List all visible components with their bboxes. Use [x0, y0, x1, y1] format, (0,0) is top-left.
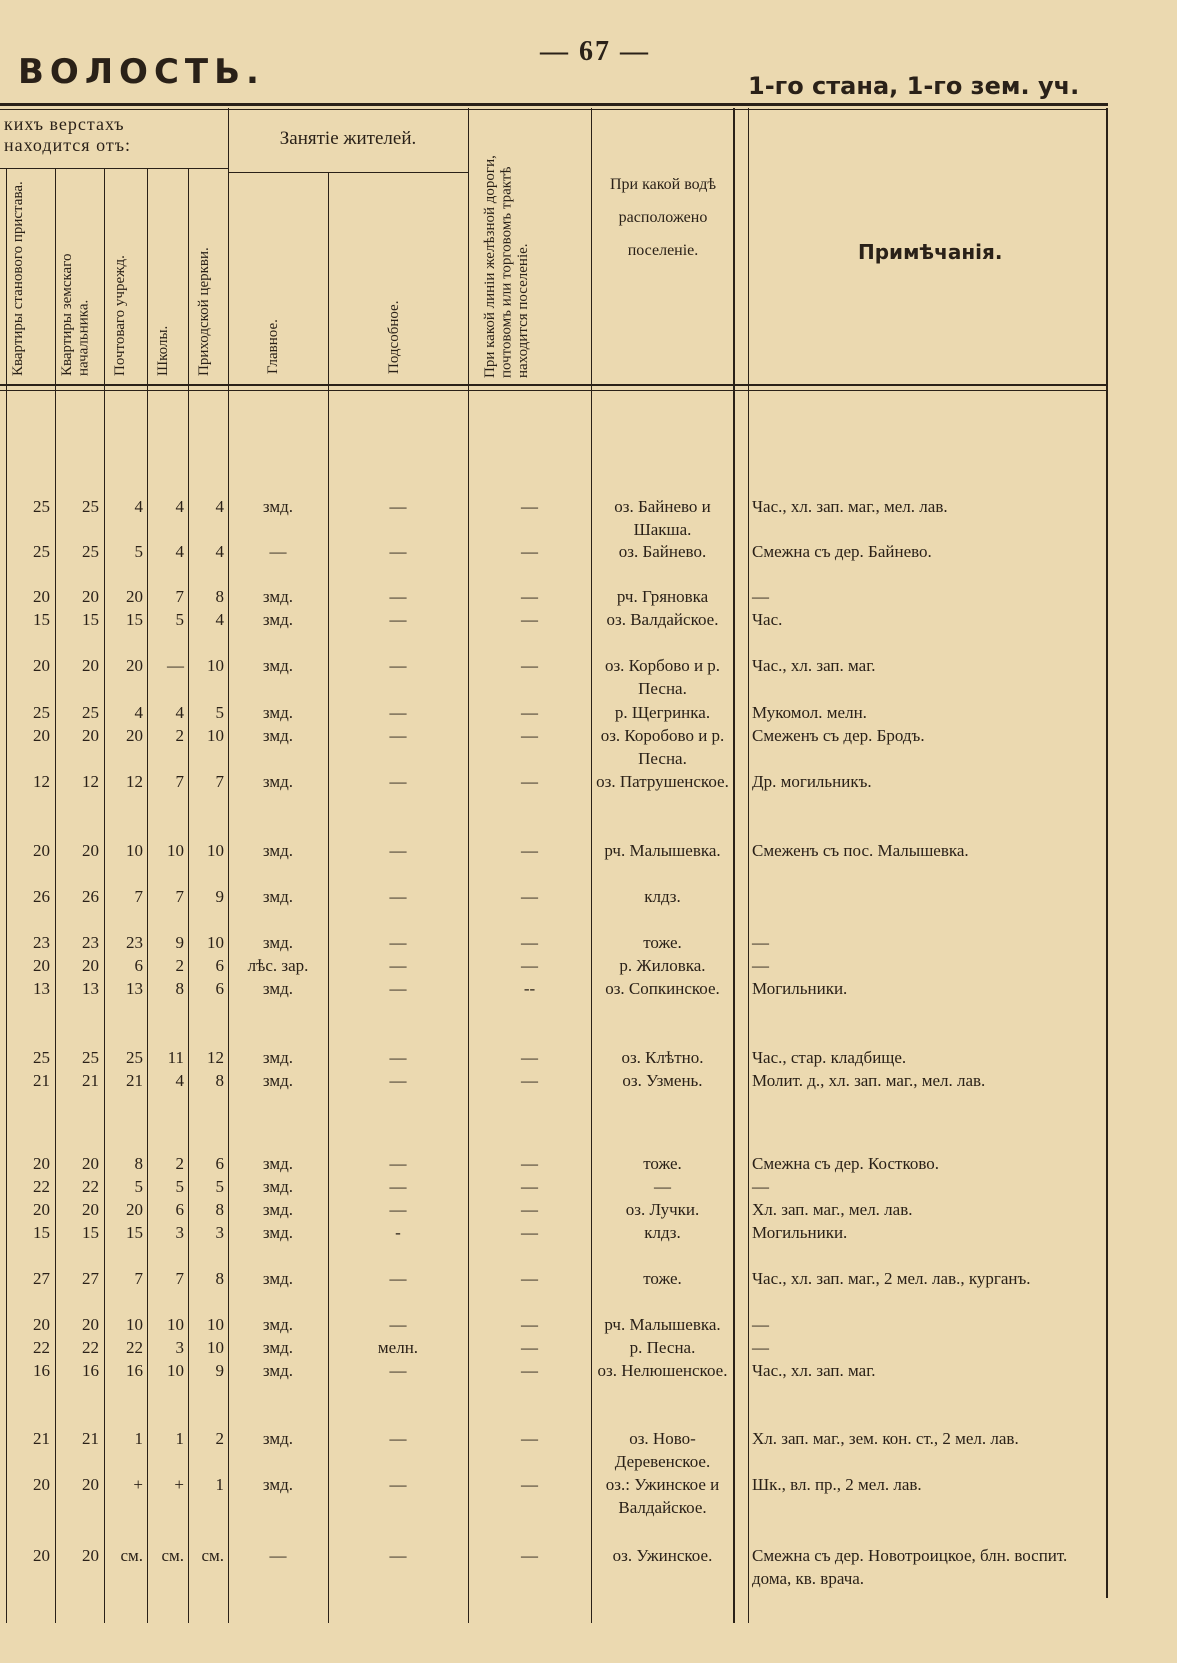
row-26-water: оз. Ужинское.	[612, 1546, 713, 1565]
row-6-d2: 25	[82, 703, 99, 722]
row-5-d1: 20	[33, 656, 50, 675]
row-22-note: —	[752, 1338, 769, 1357]
row-6-water: р. Щегринка.	[614, 703, 711, 722]
district-label: 1-го стана, 1-го зем. уч.	[748, 72, 1080, 100]
row-18-d4: 6	[175, 1200, 184, 1219]
distance-col-header-1: Квартиры станового пристава.	[10, 181, 26, 376]
row-21-d3: 10	[126, 1315, 143, 1334]
row-12-d3: 6	[134, 956, 143, 975]
distance-col-header-3: Почтоваго учрежд.	[112, 255, 128, 376]
row-7-main: змд.	[262, 726, 294, 745]
row-16-main: змд.	[262, 1154, 294, 1173]
row-14-aux: —	[389, 1048, 407, 1067]
row-17-rail: —	[521, 1177, 538, 1196]
row-8-d2: 12	[82, 772, 99, 791]
row-10-d2: 26	[82, 887, 99, 906]
row-26-note: Смежна съ дер. Новотроицкое, блн. воспит. дома, кв. врача.	[752, 1546, 1068, 1588]
row-1-rail: —	[521, 497, 538, 516]
row-15-d2: 21	[82, 1071, 99, 1090]
row-7-aux: —	[389, 726, 407, 745]
row-11-aux: —	[389, 933, 407, 952]
row-21-d1: 20	[33, 1315, 50, 1334]
row-10-d5: 9	[215, 887, 224, 906]
row-11-d4: 9	[175, 933, 184, 952]
row-23-water: оз. Нелюшенское.	[597, 1361, 728, 1380]
row-8-d1: 12	[33, 772, 50, 791]
row-8-aux: —	[389, 772, 407, 791]
row-9-d2: 20	[82, 841, 99, 860]
row-2-d4: 4	[175, 542, 184, 561]
row-17-main: змд.	[262, 1177, 294, 1196]
row-24-d1: 21	[33, 1429, 50, 1448]
row-25-main: змд.	[262, 1475, 294, 1494]
row-17-d3: 5	[134, 1177, 143, 1196]
row-23-rail: —	[521, 1361, 538, 1380]
row-6-d4: 4	[175, 703, 184, 722]
row-21-rail: —	[521, 1315, 538, 1334]
row-11-rail: —	[521, 933, 538, 952]
row-14-d3: 25	[126, 1048, 143, 1067]
row-9-d5: 10	[207, 841, 224, 860]
row-3-d3: 20	[126, 587, 143, 606]
water-header: При какой водѣ расположено поселеніе.	[609, 176, 717, 259]
col-line	[6, 168, 7, 1623]
row-16-note: Смежна съ дер. Костково.	[752, 1154, 940, 1173]
col-line	[748, 108, 749, 1623]
row-18-rail: —	[521, 1200, 538, 1219]
row-23-d5: 9	[215, 1361, 224, 1380]
row-18-d2: 20	[82, 1200, 99, 1219]
occupation-main-header: Главное.	[265, 319, 281, 374]
row-24-water: оз. Ново-Деревенское.	[614, 1429, 711, 1471]
row-23-d4: 10	[167, 1361, 184, 1380]
notes-header: Примѣчанія.	[858, 240, 1003, 264]
row-16-water: тоже.	[643, 1154, 682, 1173]
row-7-d1: 20	[33, 726, 50, 745]
col-line	[188, 168, 189, 1623]
row-13-note: Могильники.	[752, 979, 848, 998]
row-18-d5: 8	[215, 1200, 224, 1219]
row-4-rail: —	[521, 610, 538, 629]
row-17-d5: 5	[215, 1177, 224, 1196]
row-24-d3: 1	[134, 1429, 143, 1448]
row-14-d5: 12	[207, 1048, 224, 1067]
row-18-main: змд.	[262, 1200, 294, 1219]
row-23-d2: 16	[82, 1361, 99, 1380]
row-21-aux: —	[389, 1315, 407, 1334]
row-1-d5: 4	[215, 497, 224, 516]
row-20-d2: 27	[82, 1269, 99, 1288]
row-20-d5: 8	[215, 1269, 224, 1288]
row-8-water: оз. Патрушенское.	[596, 772, 729, 791]
row-7-water: оз. Коробово и р. Песна.	[600, 726, 725, 768]
row-2-d3: 5	[134, 542, 143, 561]
row-25-aux: —	[389, 1475, 407, 1494]
row-6-d5: 5	[215, 703, 224, 722]
row-12-water: р. Жиловка.	[619, 956, 706, 975]
row-14-d1: 25	[33, 1048, 50, 1067]
col-line	[591, 108, 592, 1623]
col-line	[1106, 108, 1108, 1598]
row-6-d3: 4	[134, 703, 143, 722]
row-9-d1: 20	[33, 841, 50, 860]
top-rule	[0, 103, 1108, 106]
row-3-aux: —	[389, 587, 407, 606]
row-9-note: Смеженъ съ пос. Малышевка.	[752, 841, 969, 860]
row-15-d1: 21	[33, 1071, 50, 1090]
row-14-water: оз. Клѣтно.	[621, 1048, 704, 1067]
row-21-d2: 20	[82, 1315, 99, 1334]
row-14-rail: —	[521, 1048, 538, 1067]
page-title: ВОЛОСТЬ.	[18, 52, 265, 92]
row-24-d4: 1	[175, 1429, 184, 1448]
row-4-water: оз. Валдайское.	[606, 610, 719, 629]
row-21-d4: 10	[167, 1315, 184, 1334]
row-25-d5: 1	[215, 1475, 224, 1494]
row-14-d2: 25	[82, 1048, 99, 1067]
occupation-group-header: Занятіе жителей.	[279, 128, 417, 149]
row-7-d5: 10	[207, 726, 224, 745]
row-23-d3: 16	[126, 1361, 143, 1380]
row-9-main: змд.	[262, 841, 294, 860]
row-16-d5: 6	[215, 1154, 224, 1173]
row-17-d4: 5	[175, 1177, 184, 1196]
header-bottom-rule	[0, 384, 1108, 386]
row-26-main: —	[269, 1546, 287, 1565]
row-25-d2: 20	[82, 1475, 99, 1494]
row-20-d3: 7	[134, 1269, 143, 1288]
row-10-water: клдз.	[644, 887, 681, 906]
row-19-d3: 15	[126, 1223, 143, 1242]
row-2-rail: —	[521, 542, 538, 561]
header-bottom-rule-thin	[0, 390, 1108, 391]
row-10-aux: —	[389, 887, 407, 906]
row-12-d5: 6	[215, 956, 224, 975]
row-23-d1: 16	[33, 1361, 50, 1380]
row-10-d4: 7	[175, 887, 184, 906]
row-16-d3: 8	[134, 1154, 143, 1173]
row-10-main: змд.	[262, 887, 294, 906]
row-16-rail: —	[521, 1154, 538, 1173]
row-2-d1: 25	[33, 542, 50, 561]
row-22-d4: 3	[175, 1338, 184, 1357]
row-9-d3: 10	[126, 841, 143, 860]
row-9-d4: 10	[167, 841, 184, 860]
row-23-main: змд.	[262, 1361, 294, 1380]
row-5-d2: 20	[82, 656, 99, 675]
distance-col-header-5: Приходской церкви.	[196, 247, 212, 376]
row-3-main: змд.	[262, 587, 294, 606]
row-7-rail: —	[521, 726, 538, 745]
row-1-aux: —	[389, 497, 407, 516]
row-5-d4: —	[167, 656, 184, 675]
distance-col-header-4: Школы.	[155, 325, 171, 376]
row-26-rail: —	[521, 1546, 538, 1565]
row-20-main: змд.	[262, 1269, 294, 1288]
row-7-d4: 2	[175, 726, 184, 745]
row-12-d1: 20	[33, 956, 50, 975]
row-22-water: р. Песна.	[629, 1338, 696, 1357]
row-12-d2: 20	[82, 956, 99, 975]
row-2-water: оз. Байнево.	[618, 542, 707, 561]
row-9-water: рч. Малышевка.	[604, 841, 721, 860]
row-2-main: —	[269, 542, 287, 561]
row-19-d1: 15	[33, 1223, 50, 1242]
row-21-water: рч. Малышевка.	[604, 1315, 721, 1334]
row-24-rail: —	[521, 1429, 538, 1448]
distance-col-header-2: Квартиры земскаго начальника.	[59, 253, 92, 376]
row-4-aux: —	[389, 610, 407, 629]
row-24-main: змд.	[262, 1429, 294, 1448]
col-line	[147, 168, 148, 1623]
row-16-d4: 2	[175, 1154, 184, 1173]
row-4-main: змд.	[262, 610, 294, 629]
row-23-aux: —	[389, 1361, 407, 1380]
row-25-d3: +	[133, 1475, 143, 1494]
row-23-note: Час., хл. зап. маг.	[752, 1361, 876, 1380]
row-15-note: Молит. д., хл. зап. маг., мел. лав.	[752, 1071, 986, 1090]
row-26-d3: см.	[120, 1546, 143, 1565]
row-24-aux: —	[389, 1429, 407, 1448]
row-5-main: змд.	[262, 656, 294, 675]
row-17-note: —	[752, 1177, 769, 1196]
row-6-d1: 25	[33, 703, 50, 722]
row-9-aux: —	[389, 841, 407, 860]
row-7-note: Смеженъ съ дер. Бродъ.	[752, 726, 925, 745]
row-10-rail: —	[521, 887, 538, 906]
row-15-rail: —	[521, 1071, 538, 1090]
row-4-d3: 15	[126, 610, 143, 629]
row-18-note: Хл. зап. маг., мел. лав.	[752, 1200, 913, 1219]
row-5-aux: —	[389, 656, 407, 675]
row-13-rail: --	[523, 979, 536, 998]
row-4-d2: 15	[82, 610, 99, 629]
row-3-d5: 8	[215, 587, 224, 606]
row-1-d4: 4	[175, 497, 184, 516]
row-16-d2: 20	[82, 1154, 99, 1173]
row-4-d4: 5	[175, 610, 184, 629]
row-3-d2: 20	[82, 587, 99, 606]
row-11-d2: 23	[82, 933, 99, 952]
row-16-aux: —	[389, 1154, 407, 1173]
row-4-note: Час.	[752, 610, 783, 629]
row-11-d5: 10	[207, 933, 224, 952]
col-line	[328, 172, 329, 1623]
page-number: — 67 —	[540, 36, 650, 67]
row-21-d5: 10	[207, 1315, 224, 1334]
row-5-d5: 10	[207, 656, 224, 675]
row-6-aux: —	[389, 703, 407, 722]
row-26-aux: —	[389, 1546, 407, 1565]
row-2-note: Смежна съ дер. Байнево.	[752, 542, 932, 561]
row-1-d3: 4	[134, 497, 143, 516]
row-1-d1: 25	[33, 497, 50, 516]
row-22-d5: 10	[207, 1338, 224, 1357]
row-8-d3: 12	[126, 772, 143, 791]
row-9-rail: —	[521, 841, 538, 860]
row-3-rail: —	[521, 587, 538, 606]
row-20-aux: —	[389, 1269, 407, 1288]
row-22-d1: 22	[33, 1338, 50, 1357]
row-8-rail: —	[521, 772, 538, 791]
row-3-water: рч. Гряновка	[616, 587, 709, 606]
row-14-d4: 11	[167, 1048, 184, 1067]
row-15-main: змд.	[262, 1071, 294, 1090]
row-5-water: оз. Корбово и р. Песна.	[604, 656, 721, 698]
row-20-rail: —	[521, 1269, 538, 1288]
row-11-d1: 23	[33, 933, 50, 952]
row-19-aux: -	[395, 1223, 401, 1242]
row-22-aux: мелн.	[377, 1338, 419, 1357]
col-line	[468, 108, 469, 1623]
row-11-water: тоже.	[643, 933, 682, 952]
row-11-d3: 23	[126, 933, 143, 952]
col-line	[104, 168, 105, 1623]
row-1-note: Час., хл. зап. маг., мел. лав.	[752, 497, 948, 516]
row-13-d2: 13	[82, 979, 99, 998]
row-25-rail: —	[521, 1475, 538, 1494]
row-14-note: Час., стар. кладбище.	[752, 1048, 907, 1067]
row-15-water: оз. Узмень.	[622, 1071, 703, 1090]
row-18-aux: —	[389, 1200, 407, 1219]
row-13-aux: —	[389, 979, 407, 998]
group-rule	[0, 168, 228, 169]
row-20-d4: 7	[175, 1269, 184, 1288]
row-13-d3: 13	[126, 979, 143, 998]
row-3-note: —	[752, 587, 769, 606]
row-2-aux: —	[389, 542, 407, 561]
row-7-d3: 20	[126, 726, 143, 745]
col-line	[733, 108, 735, 1623]
row-6-main: змд.	[262, 703, 294, 722]
row-3-d4: 7	[175, 587, 184, 606]
distance-group-header: кихъ верстахъ находится отъ:	[4, 114, 132, 155]
row-4-d1: 15	[33, 610, 50, 629]
row-13-d5: 6	[215, 979, 224, 998]
row-5-d3: 20	[126, 656, 143, 675]
occupation-rule	[228, 172, 468, 173]
row-15-d4: 4	[175, 1071, 184, 1090]
row-11-main: змд.	[262, 933, 294, 952]
col-line	[55, 168, 56, 1623]
row-8-note: Др. могильникъ.	[752, 772, 872, 791]
row-21-main: змд.	[262, 1315, 294, 1334]
row-13-d1: 13	[33, 979, 50, 998]
row-18-water: оз. Лучки.	[625, 1200, 700, 1219]
row-17-d1: 22	[33, 1177, 50, 1196]
row-1-water: оз. Байнево и Шакша.	[614, 497, 711, 539]
row-22-d2: 22	[82, 1338, 99, 1357]
row-5-note: Час., хл. зап. маг.	[752, 656, 876, 675]
row-12-note: —	[752, 956, 769, 975]
row-19-d2: 15	[82, 1223, 99, 1242]
row-19-note: Могильники.	[752, 1223, 848, 1242]
col-line	[228, 108, 229, 1623]
row-26-d2: 20	[82, 1546, 99, 1565]
row-6-rail: —	[521, 703, 538, 722]
occupation-aux-header: Подсобное.	[386, 300, 402, 374]
row-26-d1: 20	[33, 1546, 50, 1565]
row-10-d1: 26	[33, 887, 50, 906]
row-11-note: —	[752, 933, 769, 952]
row-24-d5: 2	[215, 1429, 224, 1448]
row-12-aux: —	[389, 956, 407, 975]
row-6-note: Мукомол. мелн.	[752, 703, 867, 722]
row-12-main: лѣс. зар.	[247, 956, 309, 975]
row-20-water: тоже.	[643, 1269, 682, 1288]
row-16-d1: 20	[33, 1154, 50, 1173]
row-15-aux: —	[389, 1071, 407, 1090]
row-24-note: Хл. зап. маг., зем. кон. ст., 2 мел. лав.	[752, 1429, 1019, 1448]
row-25-note: Шк., вл. пр., 2 мел. лав.	[752, 1475, 922, 1494]
row-2-d2: 25	[82, 542, 99, 561]
row-17-d2: 22	[82, 1177, 99, 1196]
top-rule-thin	[0, 109, 1108, 110]
row-7-d2: 20	[82, 726, 99, 745]
row-15-d3: 21	[126, 1071, 143, 1090]
row-4-d5: 4	[215, 610, 224, 629]
row-19-d5: 3	[215, 1223, 224, 1242]
row-14-main: змд.	[262, 1048, 294, 1067]
row-21-note: —	[752, 1315, 769, 1334]
row-1-main: змд.	[262, 497, 294, 516]
row-5-rail: —	[521, 656, 538, 675]
row-15-d5: 8	[215, 1071, 224, 1090]
row-2-d5: 4	[215, 542, 224, 561]
row-22-d3: 22	[126, 1338, 143, 1357]
row-8-main: змд.	[262, 772, 294, 791]
row-20-d1: 27	[33, 1269, 50, 1288]
row-26-d4: см.	[161, 1546, 184, 1565]
row-12-rail: —	[521, 956, 538, 975]
railway-header: При какой линіи желѣзной дороги, почтовомъ или торговомъ трактѣ находится поселеніе.	[482, 155, 531, 378]
row-22-main: змд.	[262, 1338, 294, 1357]
row-22-rail: —	[521, 1338, 538, 1357]
row-20-note: Час., хл. зап. маг., 2 мел. лав., курганъ.	[752, 1269, 1031, 1288]
row-3-d1: 20	[33, 587, 50, 606]
row-13-d4: 8	[175, 979, 184, 998]
row-19-d4: 3	[175, 1223, 184, 1242]
row-19-rail: —	[521, 1223, 538, 1242]
row-26-d5: см.	[201, 1546, 224, 1565]
row-25-d1: 20	[33, 1475, 50, 1494]
row-12-d4: 2	[175, 956, 184, 975]
row-18-d3: 20	[126, 1200, 143, 1219]
row-8-d5: 7	[215, 772, 224, 791]
row-17-aux: —	[389, 1177, 407, 1196]
row-25-water: оз.: Ужинское и Валдайское.	[605, 1475, 720, 1517]
row-24-d2: 21	[82, 1429, 99, 1448]
row-8-d4: 7	[175, 772, 184, 791]
row-18-d1: 20	[33, 1200, 50, 1219]
row-13-water: оз. Сопкинское.	[605, 979, 720, 998]
row-19-water: клдз.	[644, 1223, 681, 1242]
row-17-water: —	[654, 1177, 671, 1196]
row-13-main: змд.	[262, 979, 294, 998]
row-10-d3: 7	[134, 887, 143, 906]
row-1-d2: 25	[82, 497, 99, 516]
row-25-d4: +	[174, 1475, 184, 1494]
row-19-main: змд.	[262, 1223, 294, 1242]
